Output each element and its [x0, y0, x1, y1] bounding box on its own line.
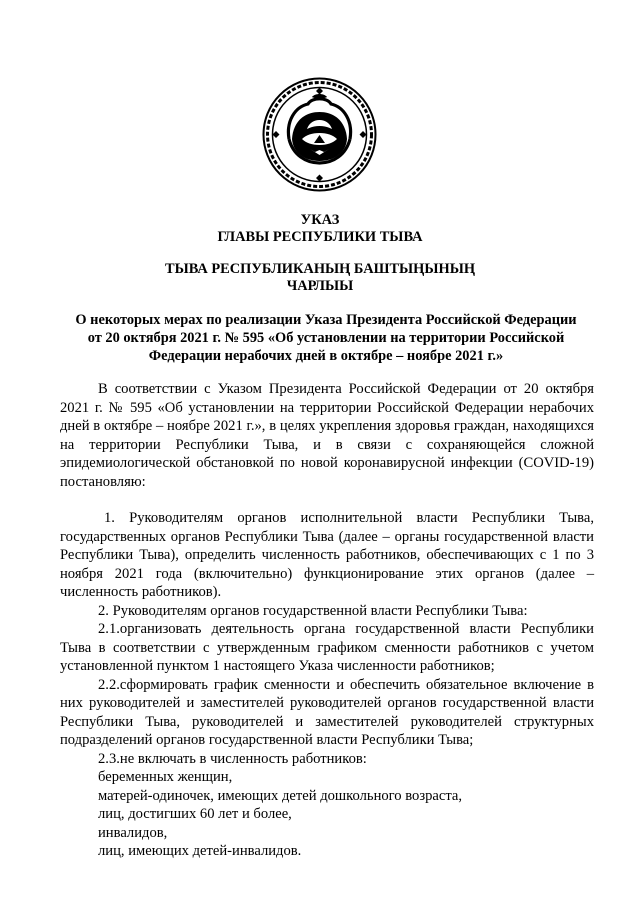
- title-line-2: ГЛАВЫ РЕСПУБЛИКИ ТЫВА: [217, 229, 423, 245]
- paragraph-2-1: 2.1.организовать деятельность органа государственной власти Республики Тыва в соответствии с утвержденным графиком сменности работников с учетом установленной пунктом 1 настоящего Указа численности работников;: [60, 621, 594, 674]
- paragraph-2-2: 2.2.сформировать график сменности и обеспечить обязательное включение в них руководителей и заместителей руководителей органов государственной власти Республики Тыва, руководителей и заместителей руководителей структурных подразделений органов государственной власти Республики Тыва;: [60, 676, 594, 748]
- subject-line-1: О некоторых мерах по реализации Указа Президента Российской Федерации: [75, 312, 577, 328]
- list-item: беременных женщин,: [98, 769, 233, 785]
- decree-subject: [58, 311, 594, 365]
- decree-title-tuvan: [40, 261, 600, 295]
- title-line-1: УКАЗ: [300, 212, 340, 228]
- tuvan-title-line-1: ТЫВА РЕСПУБЛИКАНЫҢ БАШТЫҢЫНЫҢ: [164, 261, 476, 277]
- subject-line-3: Федерации нерабочих дней в октябре – ноябре 2021 г.»: [148, 348, 504, 364]
- paragraph-2: 2. Руководителям органов государственной власти Республики Тыва:: [98, 602, 528, 619]
- subject-line-2: от 20 октября 2021 г. № 595 «Об установлении на территории Российской: [87, 330, 565, 346]
- list-item: лиц, достигших 60 лет и более,: [98, 806, 292, 822]
- preamble-paragraph: В соответствии с Указом Президента Российской Федерации от 20 октября 2021 г. № 595 «Об установлении на территории Российской Федерации нерабочих дней в октябре – ноябре 2021 г.», в целях укрепления здоровья граждан, находящихся на территории Республики Тыва, и в связи с сохраняющейся сложной эпидемиологической обстановкой по новой коронавирусной инфекции (COVID-19) постановляю:: [60, 381, 594, 490]
- coat-of-arms-icon: [262, 77, 377, 192]
- decree-title: [40, 212, 600, 246]
- list-item: инвалидов,: [98, 824, 168, 841]
- paragraph-1: 1. Руководителям органов исполнительной власти Республики Тыва, государственных органов Республики Тыва (далее – органы государственной власти Республики Тыва), определить численность работников, обеспечивающих с 1 по 3 ноября 2021 года (включительно) функционирование этих органов (далее – численность работников).: [60, 510, 594, 600]
- list-item: матерей-одиночек, имеющих детей дошкольного возраста,: [98, 787, 463, 804]
- paragraph-2-3: 2.3.не включать в численность работников:: [98, 750, 367, 767]
- list-item: лиц, имеющих детей-инвалидов.: [98, 843, 302, 859]
- tuvan-title-line-2: ЧАРЛЫЫ: [286, 278, 354, 294]
- decree-body: [60, 380, 594, 861]
